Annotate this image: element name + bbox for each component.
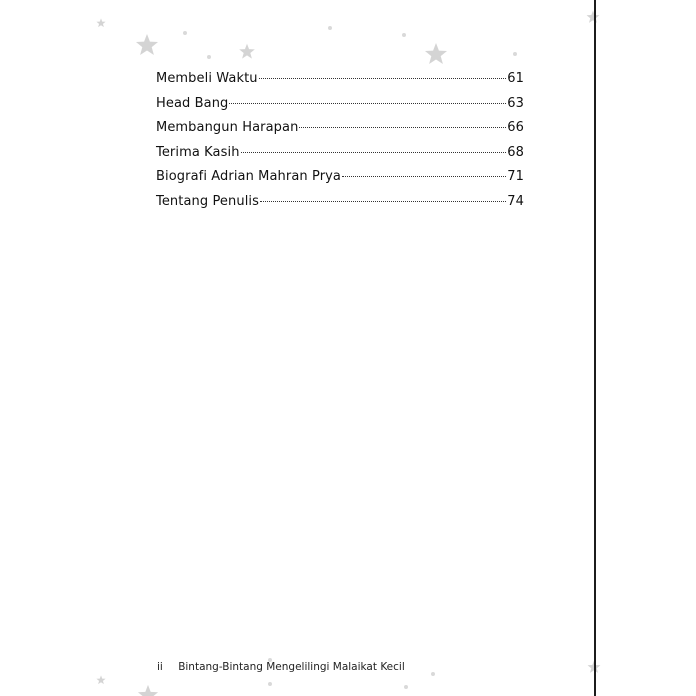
dot-leader	[229, 103, 506, 104]
page-edge	[594, 0, 596, 696]
star-icon	[136, 684, 160, 696]
star-icon	[423, 42, 449, 66]
toc-entry-page: 74	[507, 193, 524, 209]
toc-entry-title: Membeli Waktu	[156, 71, 258, 86]
toc-entry-page: 63	[507, 95, 524, 111]
toc-entry	[156, 95, 524, 120]
star-icon	[238, 43, 256, 60]
decorative-dot	[513, 52, 517, 56]
star-icon	[586, 10, 600, 24]
toc-entry-title: Head Bang	[156, 95, 229, 111]
toc-entry-page: 68	[507, 144, 524, 160]
toc-entry-page: 66	[507, 120, 524, 135]
toc-entry-page: 71	[507, 169, 524, 184]
decorative-dot	[268, 682, 272, 686]
dot-leader	[260, 201, 506, 202]
decorative-dot	[183, 31, 187, 35]
table-of-contents	[156, 70, 524, 217]
star-icon	[134, 33, 160, 57]
decorative-dot	[207, 55, 211, 59]
toc-entry-title: Terima Kasih	[156, 144, 240, 160]
decorative-dot	[328, 26, 332, 30]
toc-entry-page: 61	[507, 71, 524, 86]
dot-leader	[259, 78, 507, 79]
toc-entry	[156, 168, 524, 193]
page-footer	[157, 661, 405, 673]
decorative-dot	[402, 33, 406, 37]
toc-entry	[156, 193, 524, 218]
dot-leader	[342, 176, 506, 177]
star-icon	[96, 16, 106, 30]
toc-entry-title: Biografi Adrian Mahran Prya	[156, 169, 341, 184]
toc-entry-title: Tentang Penulis	[156, 193, 260, 209]
footer-page-number: ii	[157, 661, 163, 673]
toc-entry-title: Membangun Harapan	[156, 120, 299, 135]
decorative-dot	[404, 685, 408, 689]
toc-entry	[156, 70, 524, 95]
decorative-dot	[431, 672, 435, 676]
star-icon	[96, 674, 106, 686]
dot-leader	[241, 152, 507, 153]
toc-entry	[156, 119, 524, 144]
toc-entry	[156, 144, 524, 169]
dot-leader	[299, 127, 506, 128]
footer-book-title: Bintang-Bintang Mengelilingi Malaikat Kecil	[178, 661, 405, 673]
